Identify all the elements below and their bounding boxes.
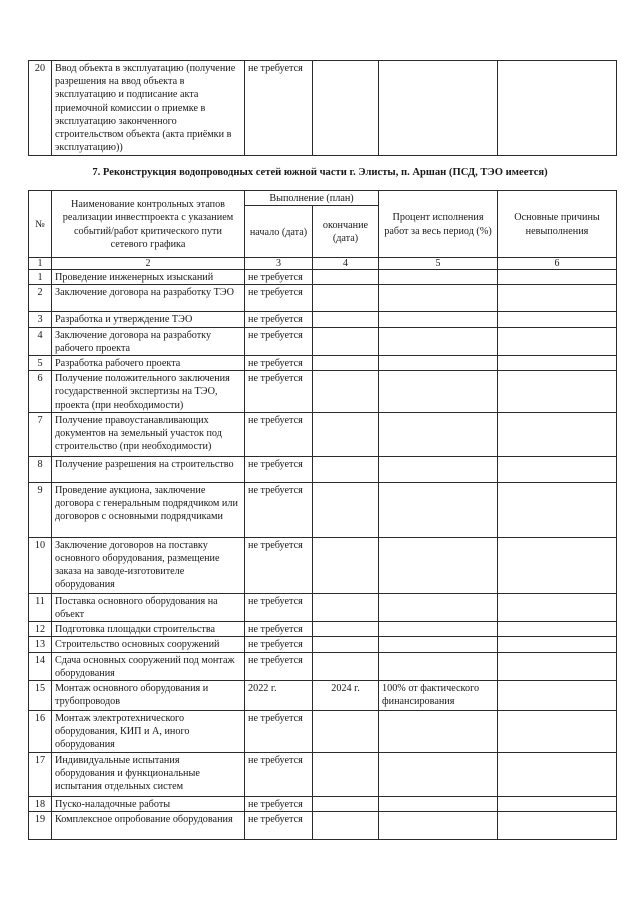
- reasons: [498, 456, 617, 482]
- reasons: [498, 593, 617, 621]
- stage-name: Заключение договора на разработку рабочего проекта: [52, 327, 245, 355]
- reasons: [498, 327, 617, 355]
- header-end: окончание (дата): [313, 206, 379, 258]
- percent-complete: [379, 285, 498, 312]
- table-row: [29, 61, 617, 156]
- plan-end: [313, 593, 379, 621]
- percent-complete: [379, 412, 498, 456]
- plan-start: не требуется: [245, 285, 313, 312]
- plan-end: [313, 796, 379, 811]
- row-number: 10: [29, 537, 52, 593]
- header-reasons: Основные причины невыполнения: [498, 191, 617, 258]
- column-number: 1: [29, 258, 52, 270]
- reasons: [498, 622, 617, 637]
- stage-name: Получение положительного заключения государственной экспертизы на ТЭО, проекта (при необходимости): [52, 371, 245, 413]
- plan-end: [313, 622, 379, 637]
- row-number: 6: [29, 371, 52, 413]
- percent-complete: 100% от фактического финансирования: [379, 681, 498, 711]
- column-numbers-row: [29, 258, 617, 270]
- stage-name: Проведение инженерных изысканий: [52, 270, 245, 285]
- row-number: 3: [29, 312, 52, 327]
- table-row: [29, 681, 617, 711]
- percent-complete: [379, 61, 498, 156]
- row-number: 19: [29, 811, 52, 839]
- row-number: 1: [29, 270, 52, 285]
- table-row: [29, 796, 617, 811]
- plan-end: [313, 61, 379, 156]
- plan-end: [313, 482, 379, 537]
- row-number: 16: [29, 711, 52, 753]
- stage-name: Ввод объекта в эксплуатацию (получение разрешения на ввод объекта в эксплуатацию и подписание акта приемочной комиссии о приемке в эксплуатацию законченного строительством объекта (акта приёмки в эксплуатацию)): [52, 61, 245, 156]
- row-number: 14: [29, 652, 52, 680]
- reasons: [498, 270, 617, 285]
- plan-end: [313, 711, 379, 753]
- reasons: [498, 681, 617, 711]
- percent-complete: [379, 711, 498, 753]
- reasons: [498, 312, 617, 327]
- percent-complete: [379, 796, 498, 811]
- header-plan: Выполнение (план): [245, 191, 379, 206]
- plan-start: не требуется: [245, 711, 313, 753]
- table-row: [29, 537, 617, 593]
- percent-complete: [379, 456, 498, 482]
- table-row: [29, 371, 617, 413]
- plan-end: [313, 811, 379, 839]
- row-number: 9: [29, 482, 52, 537]
- table-row: [29, 637, 617, 652]
- plan-end: [313, 270, 379, 285]
- plan-end: [313, 327, 379, 355]
- table-row: [29, 456, 617, 482]
- plan-start: не требуется: [245, 622, 313, 637]
- stage-name: Индивидуальные испытания оборудования и функциональные испытания отдельных систем: [52, 752, 245, 796]
- table-row: [29, 327, 617, 355]
- plan-end: 2024 г.: [313, 681, 379, 711]
- stage-name: Заключение договоров на поставку основного оборудования, размещение заказа на заводе-изготовителе оборудования: [52, 537, 245, 593]
- stage-name: Подготовка площадки строительства: [52, 622, 245, 637]
- reasons: [498, 356, 617, 371]
- plan-end: [313, 652, 379, 680]
- plan-start: не требуется: [245, 270, 313, 285]
- column-number: 5: [379, 258, 498, 270]
- table-row: [29, 652, 617, 680]
- reasons: [498, 537, 617, 593]
- header-start: начало (дата): [245, 206, 313, 258]
- table-row: [29, 356, 617, 371]
- plan-end: [313, 637, 379, 652]
- stage-name: Строительство основных сооружений: [52, 637, 245, 652]
- plan-start: не требуется: [245, 796, 313, 811]
- table-row: [29, 312, 617, 327]
- plan-start: не требуется: [245, 61, 313, 156]
- milestones-table: [28, 190, 617, 840]
- reasons: [498, 61, 617, 156]
- percent-complete: [379, 327, 498, 355]
- row-number: 8: [29, 456, 52, 482]
- stage-name: Монтаж электротехнического оборудования, КИП и А, иного оборудования: [52, 711, 245, 753]
- percent-complete: [379, 312, 498, 327]
- percent-complete: [379, 637, 498, 652]
- percent-complete: [379, 356, 498, 371]
- plan-start: не требуется: [245, 371, 313, 413]
- row-number: 7: [29, 412, 52, 456]
- percent-complete: [379, 537, 498, 593]
- row-number: 11: [29, 593, 52, 621]
- row-number: 5: [29, 356, 52, 371]
- row-number: 12: [29, 622, 52, 637]
- table-row: [29, 752, 617, 796]
- percent-complete: [379, 371, 498, 413]
- plan-start: не требуется: [245, 412, 313, 456]
- table-row: [29, 412, 617, 456]
- plan-start: не требуется: [245, 482, 313, 537]
- reasons: [498, 652, 617, 680]
- reasons: [498, 811, 617, 839]
- stage-name: Проведение аукциона, заключение договора с генеральным подрядчиком или договоров с основными подрядчиками: [52, 482, 245, 537]
- percent-complete: [379, 593, 498, 621]
- header-row: [29, 191, 617, 206]
- column-number: 4: [313, 258, 379, 270]
- reasons: [498, 482, 617, 537]
- stage-name: Пуско-наладочные работы: [52, 796, 245, 811]
- plan-end: [313, 356, 379, 371]
- plan-start: не требуется: [245, 456, 313, 482]
- plan-start: не требуется: [245, 593, 313, 621]
- row-number: 18: [29, 796, 52, 811]
- table-row: [29, 285, 617, 312]
- percent-complete: [379, 752, 498, 796]
- top-continuation-table: [28, 60, 617, 156]
- percent-complete: [379, 270, 498, 285]
- plan-end: [313, 752, 379, 796]
- row-number: 4: [29, 327, 52, 355]
- table-row: [29, 482, 617, 537]
- plan-end: [313, 456, 379, 482]
- plan-start: не требуется: [245, 327, 313, 355]
- stage-name: Монтаж основного оборудования и трубопроводов: [52, 681, 245, 711]
- stage-name: Получение разрешения на строительство: [52, 456, 245, 482]
- plan-start: 2022 г.: [245, 681, 313, 711]
- table-row: [29, 593, 617, 621]
- percent-complete: [379, 811, 498, 839]
- plan-start: не требуется: [245, 652, 313, 680]
- percent-complete: [379, 652, 498, 680]
- row-number: 20: [29, 61, 52, 156]
- stage-name: Сдача основных сооружений под монтаж оборудования: [52, 652, 245, 680]
- column-number: 6: [498, 258, 617, 270]
- plan-end: [313, 537, 379, 593]
- row-number: 17: [29, 752, 52, 796]
- stage-name: Разработка и утверждение ТЭО: [52, 312, 245, 327]
- plan-start: не требуется: [245, 356, 313, 371]
- reasons: [498, 637, 617, 652]
- table-row: [29, 622, 617, 637]
- stage-name: Поставка основного оборудования на объект: [52, 593, 245, 621]
- row-number: 13: [29, 637, 52, 652]
- reasons: [498, 285, 617, 312]
- stage-name: Заключение договора на разработку ТЭО: [52, 285, 245, 312]
- plan-end: [313, 412, 379, 456]
- plan-end: [313, 312, 379, 327]
- header-stage-name: Наименование контрольных этапов реализации инвестпроекта с указанием событий/работ критического пути сетевого графика: [52, 191, 245, 258]
- reasons: [498, 752, 617, 796]
- plan-end: [313, 285, 379, 312]
- reasons: [498, 371, 617, 413]
- table-row: [29, 711, 617, 753]
- section-title: 7. Реконструкция водопроводных сетей южной части г. Элисты, п. Аршан (ПСД, ТЭО имеется): [92, 167, 548, 178]
- row-number: 15: [29, 681, 52, 711]
- column-number: 3: [245, 258, 313, 270]
- header-num: №: [29, 191, 52, 258]
- column-number: 2: [52, 258, 245, 270]
- table-row: [29, 811, 617, 839]
- reasons: [498, 711, 617, 753]
- percent-complete: [379, 622, 498, 637]
- plan-start: не требуется: [245, 312, 313, 327]
- stage-name: Комплексное опробование оборудования: [52, 811, 245, 839]
- plan-start: не требуется: [245, 752, 313, 796]
- stage-name: Разработка рабочего проекта: [52, 356, 245, 371]
- stage-name: Получение правоустанавливающих документов на земельный участок под строительство (при необходимости): [52, 412, 245, 456]
- header-percent: Процент исполнения работ за весь период (%): [379, 191, 498, 258]
- reasons: [498, 412, 617, 456]
- table-row: [29, 270, 617, 285]
- plan-start: не требуется: [245, 811, 313, 839]
- percent-complete: [379, 482, 498, 537]
- plan-start: не требуется: [245, 637, 313, 652]
- reasons: [498, 796, 617, 811]
- plan-end: [313, 371, 379, 413]
- row-number: 2: [29, 285, 52, 312]
- plan-start: не требуется: [245, 537, 313, 593]
